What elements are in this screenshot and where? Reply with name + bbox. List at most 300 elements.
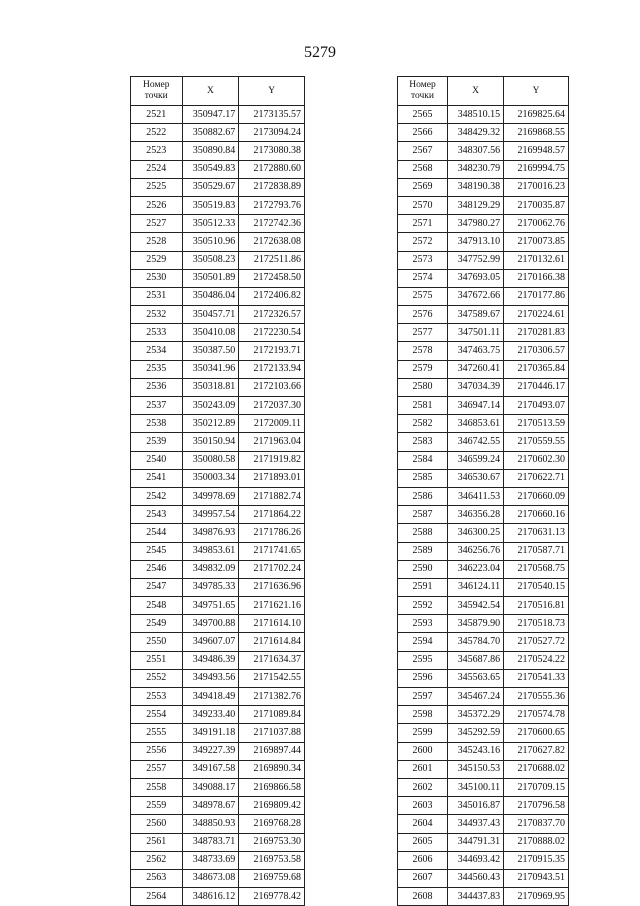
table-row (131, 287, 305, 305)
y-cell: 2170631.13 (504, 524, 569, 542)
x-cell: 345016.87 (448, 797, 504, 815)
x-cell: 350387.50 (182, 342, 239, 360)
point-number-cell: 2559 (131, 797, 183, 815)
table-row (131, 178, 305, 196)
x-cell: 350150.94 (182, 433, 239, 451)
point-number-cell: 2587 (398, 506, 448, 524)
x-cell: 344560.43 (448, 869, 504, 887)
point-number-cell: 2544 (131, 524, 183, 542)
x-cell: 349227.39 (182, 742, 239, 760)
x-cell: 348783.71 (182, 833, 239, 851)
y-cell: 2169778.42 (239, 888, 305, 906)
table-row (398, 324, 569, 342)
table-row (398, 269, 569, 287)
y-cell: 2169753.30 (239, 833, 305, 851)
x-cell: 348510.15 (448, 106, 504, 124)
table-header-row (131, 77, 305, 106)
point-number-cell: 2593 (398, 615, 448, 633)
point-number-cell: 2583 (398, 433, 448, 451)
x-cell: 346742.55 (448, 433, 504, 451)
y-cell: 2170602.30 (504, 451, 569, 469)
table-row (131, 578, 305, 596)
y-cell: 2170540.15 (504, 578, 569, 596)
x-cell: 346947.14 (448, 397, 504, 415)
x-cell: 346411.53 (448, 487, 504, 505)
point-number-cell: 2541 (131, 469, 183, 487)
point-number-cell: 2574 (398, 269, 448, 287)
x-cell: 349493.56 (182, 669, 239, 687)
x-cell: 346853.61 (448, 415, 504, 433)
point-number-cell: 2568 (398, 160, 448, 178)
x-cell: 349418.49 (182, 688, 239, 706)
table-row (131, 142, 305, 160)
y-cell: 2169994.75 (504, 160, 569, 178)
x-cell: 347260.41 (448, 360, 504, 378)
table-row (398, 815, 569, 833)
point-number-cell: 2540 (131, 451, 183, 469)
table-row (131, 760, 305, 778)
point-number-cell: 2600 (398, 742, 448, 760)
point-number-cell: 2539 (131, 433, 183, 451)
y-cell: 2171382.76 (239, 688, 305, 706)
point-number-cell: 2582 (398, 415, 448, 433)
y-cell: 2170166.38 (504, 269, 569, 287)
table-row (398, 342, 569, 360)
point-number-cell: 2558 (131, 778, 183, 796)
x-cell: 350318.81 (182, 378, 239, 396)
x-cell: 344437.83 (448, 888, 504, 906)
y-cell: 2170073.85 (504, 233, 569, 251)
y-cell: 2170016.23 (504, 178, 569, 196)
x-cell: 350947.17 (182, 106, 239, 124)
table-row (131, 469, 305, 487)
y-cell: 2169866.58 (239, 778, 305, 796)
table-row (398, 433, 569, 451)
point-number-cell: 2594 (398, 633, 448, 651)
y-cell: 2171882.74 (239, 487, 305, 505)
y-cell: 2170224.61 (504, 306, 569, 324)
point-number-cell: 2523 (131, 142, 183, 160)
y-cell: 2170513.59 (504, 415, 569, 433)
table-row (131, 160, 305, 178)
point-number-cell: 2535 (131, 360, 183, 378)
table-row (398, 360, 569, 378)
x-cell: 344693.42 (448, 851, 504, 869)
y-cell: 2170587.71 (504, 542, 569, 560)
table-row (398, 724, 569, 742)
y-cell: 2170837.70 (504, 815, 569, 833)
point-number-cell: 2571 (398, 215, 448, 233)
x-cell: 349486.39 (182, 651, 239, 669)
header-x: X (448, 77, 504, 106)
table-row (131, 269, 305, 287)
x-cell: 350243.09 (182, 397, 239, 415)
table-row (131, 233, 305, 251)
point-number-cell: 2572 (398, 233, 448, 251)
table-row (131, 415, 305, 433)
y-cell: 2171614.84 (239, 633, 305, 651)
point-number-cell: 2551 (131, 651, 183, 669)
y-cell: 2172742.36 (239, 215, 305, 233)
table-row (398, 506, 569, 524)
point-number-cell: 2542 (131, 487, 183, 505)
point-number-cell: 2591 (398, 578, 448, 596)
point-number-cell: 2607 (398, 869, 448, 887)
x-cell: 350410.08 (182, 324, 239, 342)
table-row (398, 215, 569, 233)
x-cell: 347501.11 (448, 324, 504, 342)
y-cell: 2169809.42 (239, 797, 305, 815)
table-row (398, 797, 569, 815)
point-number-cell: 2536 (131, 378, 183, 396)
y-cell: 2172193.71 (239, 342, 305, 360)
x-cell: 344937.43 (448, 815, 504, 833)
table-row (131, 342, 305, 360)
point-number-cell: 2533 (131, 324, 183, 342)
point-number-cell: 2590 (398, 560, 448, 578)
x-cell: 345879.90 (448, 615, 504, 633)
point-number-cell: 2592 (398, 597, 448, 615)
x-cell: 349233.40 (182, 706, 239, 724)
table-row (131, 651, 305, 669)
header-y: Y (239, 77, 305, 106)
table-row (398, 633, 569, 651)
y-cell: 2169868.55 (504, 124, 569, 142)
x-cell: 345150.53 (448, 760, 504, 778)
y-cell: 2171089.84 (239, 706, 305, 724)
x-cell: 347752.99 (448, 251, 504, 269)
table-row (398, 415, 569, 433)
table-row (398, 888, 569, 906)
point-number-cell: 2589 (398, 542, 448, 560)
y-cell: 2171919.82 (239, 451, 305, 469)
table-row (398, 524, 569, 542)
table-row (131, 724, 305, 742)
x-cell: 350457.71 (182, 306, 239, 324)
table-row (398, 560, 569, 578)
point-number-cell: 2579 (398, 360, 448, 378)
table-row (131, 524, 305, 542)
point-number-cell: 2524 (131, 160, 183, 178)
table-row (398, 615, 569, 633)
x-cell: 348733.69 (182, 851, 239, 869)
table-row (131, 306, 305, 324)
table-row (131, 196, 305, 214)
table-row (398, 178, 569, 196)
point-number-cell: 2556 (131, 742, 183, 760)
point-number-cell: 2608 (398, 888, 448, 906)
y-cell: 2172511.86 (239, 251, 305, 269)
y-cell: 2170493.07 (504, 397, 569, 415)
point-number-cell: 2588 (398, 524, 448, 542)
table-row (131, 742, 305, 760)
y-cell: 2170446.17 (504, 378, 569, 396)
x-cell: 349088.17 (182, 778, 239, 796)
table-row (131, 506, 305, 524)
y-cell: 2170709.15 (504, 778, 569, 796)
y-cell: 2171634.37 (239, 651, 305, 669)
point-number-cell: 2528 (131, 233, 183, 251)
table-row (398, 760, 569, 778)
x-cell: 345100.11 (448, 778, 504, 796)
x-cell: 346356.28 (448, 506, 504, 524)
table-row (131, 433, 305, 451)
header-point-number: Номер точки (131, 77, 183, 106)
y-cell: 2169759.68 (239, 869, 305, 887)
x-cell: 348978.67 (182, 797, 239, 815)
table-row (398, 669, 569, 687)
table-row (398, 487, 569, 505)
y-cell: 2170132.61 (504, 251, 569, 269)
point-number-cell: 2597 (398, 688, 448, 706)
y-cell: 2170306.57 (504, 342, 569, 360)
table-row (131, 706, 305, 724)
point-number-cell: 2605 (398, 833, 448, 851)
y-cell: 2169825.64 (504, 106, 569, 124)
table-row (398, 542, 569, 560)
point-number-cell: 2537 (131, 397, 183, 415)
table-row (398, 833, 569, 851)
y-cell: 2170281.83 (504, 324, 569, 342)
y-cell: 2170559.55 (504, 433, 569, 451)
point-number-cell: 2598 (398, 706, 448, 724)
point-number-cell: 2525 (131, 178, 183, 196)
y-cell: 2170627.82 (504, 742, 569, 760)
table-row (131, 560, 305, 578)
x-cell: 350486.04 (182, 287, 239, 305)
y-cell: 2172103.66 (239, 378, 305, 396)
y-cell: 2171621.16 (239, 597, 305, 615)
point-number-cell: 2565 (398, 106, 448, 124)
table-row (131, 251, 305, 269)
table-body-right (398, 106, 569, 906)
y-cell: 2171636.96 (239, 578, 305, 596)
point-number-cell: 2595 (398, 651, 448, 669)
y-cell: 2170622.71 (504, 469, 569, 487)
y-cell: 2169768.28 (239, 815, 305, 833)
point-number-cell: 2548 (131, 597, 183, 615)
x-cell: 348307.56 (448, 142, 504, 160)
y-cell: 2169890.34 (239, 760, 305, 778)
x-cell: 350549.83 (182, 160, 239, 178)
x-cell: 346223.04 (448, 560, 504, 578)
table-row (131, 360, 305, 378)
x-cell: 345563.65 (448, 669, 504, 687)
x-cell: 347672.66 (448, 287, 504, 305)
point-number-cell: 2555 (131, 724, 183, 742)
point-number-cell: 2580 (398, 378, 448, 396)
point-number-cell: 2604 (398, 815, 448, 833)
point-number-cell: 2543 (131, 506, 183, 524)
x-cell: 349167.58 (182, 760, 239, 778)
y-cell: 2172326.57 (239, 306, 305, 324)
point-number-cell: 2573 (398, 251, 448, 269)
y-cell: 2170660.09 (504, 487, 569, 505)
point-number-cell: 2557 (131, 760, 183, 778)
point-number-cell: 2585 (398, 469, 448, 487)
x-cell: 350341.96 (182, 360, 239, 378)
y-cell: 2172458.50 (239, 269, 305, 287)
table-row (398, 287, 569, 305)
y-cell: 2172037.30 (239, 397, 305, 415)
point-number-cell: 2578 (398, 342, 448, 360)
y-cell: 2170969.95 (504, 888, 569, 906)
x-cell: 346300.25 (448, 524, 504, 542)
point-number-cell: 2560 (131, 815, 183, 833)
table-row (398, 742, 569, 760)
x-cell: 347589.67 (448, 306, 504, 324)
table-row (398, 142, 569, 160)
point-number-cell: 2566 (398, 124, 448, 142)
table-row (131, 833, 305, 851)
table-row (398, 778, 569, 796)
point-number-cell: 2545 (131, 542, 183, 560)
table-header-row (398, 77, 569, 106)
x-cell: 349853.61 (182, 542, 239, 560)
y-cell: 2170062.76 (504, 215, 569, 233)
table-row (131, 324, 305, 342)
point-number-cell: 2601 (398, 760, 448, 778)
y-cell: 2171542.55 (239, 669, 305, 687)
x-cell: 347463.75 (448, 342, 504, 360)
x-cell: 350529.67 (182, 178, 239, 196)
point-number-cell: 2570 (398, 196, 448, 214)
table-row (131, 106, 305, 124)
y-cell: 2169948.57 (504, 142, 569, 160)
page-number: 5279 (304, 44, 336, 61)
y-cell: 2173094.24 (239, 124, 305, 142)
x-cell: 346124.11 (448, 578, 504, 596)
table-row (131, 633, 305, 651)
table-row (398, 451, 569, 469)
table-row (131, 778, 305, 796)
y-cell: 2170796.58 (504, 797, 569, 815)
y-cell: 2169753.58 (239, 851, 305, 869)
x-cell: 350882.67 (182, 124, 239, 142)
point-number-cell: 2581 (398, 397, 448, 415)
y-cell: 2173135.57 (239, 106, 305, 124)
y-cell: 2170035.87 (504, 196, 569, 214)
y-cell: 2170516.81 (504, 597, 569, 615)
point-number-cell: 2553 (131, 688, 183, 706)
x-cell: 348230.79 (448, 160, 504, 178)
point-number-cell: 2552 (131, 669, 183, 687)
y-cell: 2170688.02 (504, 760, 569, 778)
y-cell: 2170527.72 (504, 633, 569, 651)
table-row (398, 597, 569, 615)
table-row (398, 469, 569, 487)
x-cell: 347980.27 (448, 215, 504, 233)
table-row (398, 869, 569, 887)
x-cell: 349978.69 (182, 487, 239, 505)
x-cell: 346599.24 (448, 451, 504, 469)
y-cell: 2171786.26 (239, 524, 305, 542)
x-cell: 349832.09 (182, 560, 239, 578)
table-row (131, 215, 305, 233)
y-cell: 2171037.88 (239, 724, 305, 742)
point-number-cell: 2575 (398, 287, 448, 305)
table-row (398, 688, 569, 706)
x-cell: 349785.33 (182, 578, 239, 596)
point-number-cell: 2522 (131, 124, 183, 142)
x-cell: 350003.34 (182, 469, 239, 487)
y-cell: 2171614.10 (239, 615, 305, 633)
table-row (398, 306, 569, 324)
table-row (131, 797, 305, 815)
point-number-cell: 2549 (131, 615, 183, 633)
x-cell: 345292.59 (448, 724, 504, 742)
x-cell: 349876.93 (182, 524, 239, 542)
point-number-cell: 2534 (131, 342, 183, 360)
y-cell: 2170524.22 (504, 651, 569, 669)
x-cell: 345243.16 (448, 742, 504, 760)
point-number-cell: 2586 (398, 487, 448, 505)
table-body-left (131, 106, 305, 906)
x-cell: 349191.18 (182, 724, 239, 742)
table-row (131, 542, 305, 560)
x-cell: 350501.89 (182, 269, 239, 287)
x-cell: 345372.29 (448, 706, 504, 724)
x-cell: 345784.70 (448, 633, 504, 651)
x-cell: 347693.05 (448, 269, 504, 287)
table-row (398, 251, 569, 269)
table-row (131, 615, 305, 633)
x-cell: 349957.54 (182, 506, 239, 524)
point-number-cell: 2563 (131, 869, 183, 887)
table-row (131, 669, 305, 687)
point-number-cell: 2569 (398, 178, 448, 196)
point-number-cell: 2567 (398, 142, 448, 160)
y-cell: 2172880.60 (239, 160, 305, 178)
y-cell: 2172406.82 (239, 287, 305, 305)
table-row (398, 160, 569, 178)
point-number-cell: 2603 (398, 797, 448, 815)
table-row (131, 688, 305, 706)
x-cell: 350519.83 (182, 196, 239, 214)
x-cell: 347913.10 (448, 233, 504, 251)
point-number-cell: 2554 (131, 706, 183, 724)
header-x: X (182, 77, 239, 106)
point-number-cell: 2547 (131, 578, 183, 596)
table-row (131, 451, 305, 469)
point-number-cell: 2561 (131, 833, 183, 851)
x-cell: 350890.84 (182, 142, 239, 160)
table-row (398, 651, 569, 669)
x-cell: 350080.58 (182, 451, 239, 469)
y-cell: 2172793.76 (239, 196, 305, 214)
table-row (131, 888, 305, 906)
x-cell: 350512.33 (182, 215, 239, 233)
table-row (131, 487, 305, 505)
point-number-cell: 2562 (131, 851, 183, 869)
x-cell: 345942.54 (448, 597, 504, 615)
point-number-cell: 2577 (398, 324, 448, 342)
table-row (131, 124, 305, 142)
table-row (398, 397, 569, 415)
x-cell: 345467.24 (448, 688, 504, 706)
x-cell: 344791.31 (448, 833, 504, 851)
y-cell: 2170943.51 (504, 869, 569, 887)
point-number-cell: 2521 (131, 106, 183, 124)
x-cell: 349607.07 (182, 633, 239, 651)
table-row (131, 869, 305, 887)
x-cell: 348429.32 (448, 124, 504, 142)
y-cell: 2170568.75 (504, 560, 569, 578)
y-cell: 2171702.24 (239, 560, 305, 578)
header-point-number: Номер точки (398, 77, 448, 106)
point-number-cell: 2531 (131, 287, 183, 305)
point-number-cell: 2532 (131, 306, 183, 324)
